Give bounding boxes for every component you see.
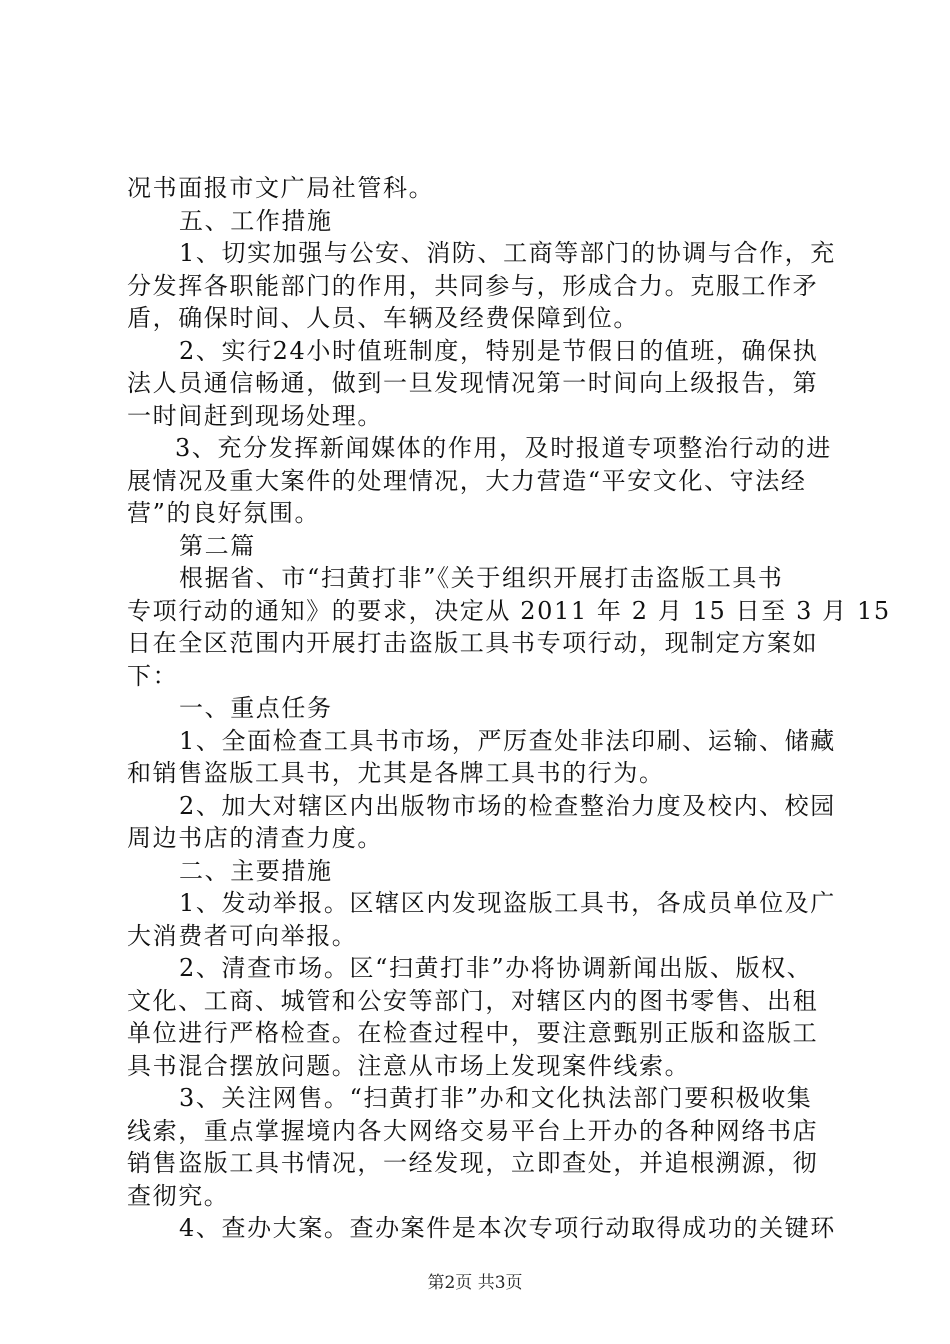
section-heading: 一、重点任务: [179, 694, 333, 722]
text-line: 2、清查市场。区“扫黄打非”办将协调新闻出版、版权、: [179, 954, 813, 982]
text-line: 3、充分发挥新闻媒体的作用，及时报道专项整治行动的进: [175, 434, 832, 462]
text-line: 周边书店的清查力度。: [127, 824, 383, 852]
document-body: [127, 172, 891, 1245]
text-line: 1、发动举报。区辖区内发现盗版工具书，各成员单位及广: [179, 889, 836, 917]
text-line: 大消费者可向举报。: [127, 921, 358, 950]
text-line: 专项行动的通知》的要求，决定从 2011 年 2 月 15 日至 3 月 15: [127, 596, 891, 625]
text-line: 文化、工商、城管和公安等部门，对辖区内的图书零售、出租: [127, 986, 819, 1015]
text-line: 营”的良好氛围。: [127, 499, 321, 527]
text-line: 具书混合摆放问题。注意从市场上发现案件线索。: [127, 1051, 691, 1080]
page-footer: 第2页 共3页: [427, 1273, 523, 1293]
text-line: 4、查办大案。查办案件是本次专项行动取得成功的关键环: [179, 1214, 836, 1242]
text-line: 3、关注网售。“扫黄打非”办和文化执法部门要积极收集: [179, 1084, 813, 1112]
text-line: 根据省、市“扫黄打非”《关于组织开展打击盗版工具书: [179, 564, 784, 592]
text-line: 法人员通信畅通，做到一旦发现情况第一时间向上级报告，第: [127, 369, 819, 397]
text-line: 下：: [127, 661, 179, 690]
text-line: 单位进行严格检查。在检查过程中，要注意甄别正版和盗版工: [127, 1019, 819, 1047]
text-line: 销售盗版工具书情况，一经发现，立即查处，并追根溯源，彻: [127, 1149, 819, 1177]
text-line: 1、全面检查工具书市场，严厉查处非法印刷、运输、储藏: [179, 726, 836, 755]
text-line: 线索，重点掌握境内各大网络交易平台上开办的各种网络书店: [127, 1116, 819, 1145]
section-heading: 二、主要措施: [179, 856, 333, 885]
text-line: 分发挥各职能部门的作用，共同参与，形成合力。克服工作矛: [127, 271, 819, 300]
text-line: 展情况及重大案件的处理情况，大力营造“平安文化、守法经: [127, 466, 807, 495]
text-line: 和销售盗版工具书，尤其是各牌工具书的行为。: [127, 759, 665, 787]
text-line: 况书面报市文广局社管科。: [127, 174, 435, 202]
text-line: 2、加大对辖区内出版物市场的检查整治力度及校内、校园: [179, 791, 836, 820]
text-line: 盾，确保时间、人员、车辆及经费保障到位。: [127, 304, 639, 332]
text-line: 2、实行24小时值班制度，特别是节假日的值班，确保执: [179, 336, 819, 365]
section-heading: 五、工作措施: [179, 206, 333, 235]
text-line: 日在全区范围内开展打击盗版工具书专项行动，现制定方案如: [127, 629, 819, 657]
section-heading: 第二篇: [179, 531, 256, 560]
text-line: 查彻究。: [127, 1181, 230, 1210]
text-line: 一时间赶到现场处理。: [127, 401, 383, 430]
text-line: 1、切实加强与公安、消防、工商等部门的协调与合作，充: [179, 239, 836, 267]
